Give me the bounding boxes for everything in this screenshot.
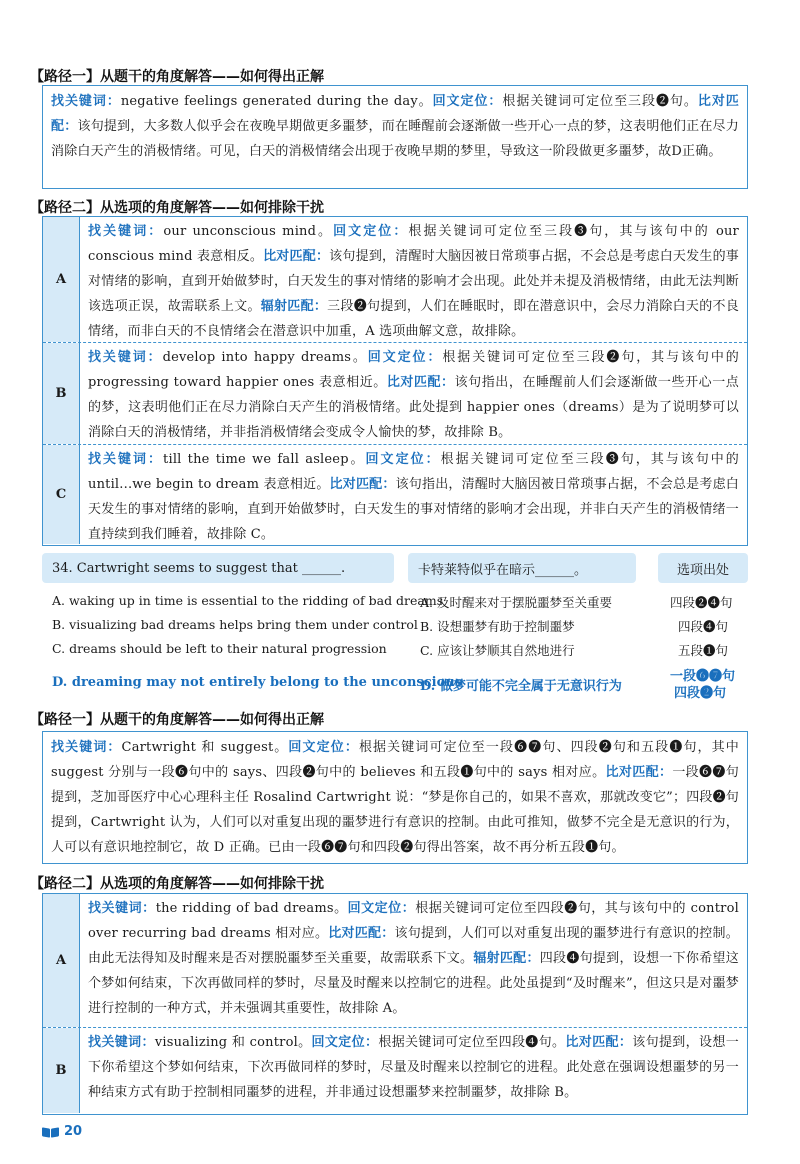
option-row-a <box>43 894 747 1027</box>
section-title-path-one: 【路径一】从题干的角度解答——如何得出正解 <box>30 69 324 85</box>
keyword-text: our unconscious mind。 <box>163 224 334 239</box>
page-footer <box>42 1124 82 1139</box>
path-one-answer-box <box>42 85 748 189</box>
option-d-src: 一段❻❼句 <box>670 669 736 684</box>
option-row-a <box>43 217 747 342</box>
path-two-options-table <box>42 216 748 546</box>
path-two-options-table-q34 <box>42 893 748 1115</box>
keyword-label: 找关键词： <box>88 901 156 916</box>
option-explanation <box>80 1028 747 1113</box>
option-label: A <box>43 217 80 342</box>
match-text: 该句提到，设想一下你希望这个梦如何结束，下次再做同样的梦时，尽量及时醒来以控制它的进程。此处意在强调设想噩梦的另一种结束方式有助于控制相同噩梦的进程，并非通过设想噩梦来控制噩梦，故排除 B。 <box>88 1035 739 1100</box>
section-title-path-one-q34: 【路径一】从题干的角度解答——如何得出正解 <box>30 712 324 728</box>
locate-text: 根据关键词可定位至四段❷句，其与该句中的 control over recurring bad dreams 相对应。 <box>88 901 739 941</box>
locate-text: 根据关键词可定位至三段❷句，其与该句中的 progressing toward happier ones 表意相近。 <box>88 350 739 390</box>
option-row-b <box>43 1027 747 1113</box>
locate-label: 回文定位： <box>365 452 441 467</box>
option-a-en: A. waking up in time is essential to the ridding of bad dreams <box>52 593 444 608</box>
option-label: C <box>43 445 80 544</box>
locate-label: 回文定位： <box>333 224 409 239</box>
locate-label: 回文定位： <box>347 901 416 916</box>
question-stem-chinese: 卡特莱特似乎在暗示______。 <box>408 553 636 583</box>
locate-text: 根据关键词可定位至三段❸句，其与该句中的 until...we begin to dream 表意相近。 <box>88 452 739 492</box>
option-explanation <box>80 217 747 342</box>
match-label: 比对匹配： <box>328 926 395 941</box>
match-text: 一段❻❼句提到，芝加哥医疗中心心理科主任 Rosalind Cartwright 说：“梦是你自己的，如果不喜欢，那就改变它”；四段❷句提到，Cartwright 认为，人们可以对重复出现的噩梦进行有意识的控制。由此可推知，做梦不完全是无意识的行为，人可以有意识地控制它，故 D 正确。已由一段❻❼句和四段❷句得出答案，故不再分析五段❶句。 <box>51 765 739 855</box>
match-label: 比对匹配： <box>263 249 330 264</box>
locate-text: 根据关键词可定位至一段❻❼句、四段❷句和五段❶句，其中 suggest 分别与一段❻句中的 says、四段❷句中的 believes 和五段❶句中的 says 相对应。 <box>51 740 739 780</box>
option-row-c <box>43 444 747 544</box>
option-d-src-2: 四段❷句 <box>674 686 727 701</box>
option-a-src: 四段❷❹句 <box>670 595 733 610</box>
section-title-path-two-q34: 【路径二】从选项的角度解答——如何排除干扰 <box>30 876 324 892</box>
keyword-label: 找关键词： <box>88 350 163 365</box>
option-d-cn: D. 做梦可能不完全属于无意识行为 <box>420 679 622 694</box>
match-label: 比对匹配： <box>565 1035 633 1050</box>
match-text: 该句提到，人们可以对重复出现的噩梦进行有意识的控制。由此无法得知及时醒来是否对摆脱噩梦至关重要，故需联系下文。 <box>88 926 739 966</box>
match-text: 该句指出，在睡醒前人们会逐渐做一些开心一点的梦，这表明他们正在尽力消除白天产生的消极情绪。此处提到 happier ones（dreams）是为了说明梦可以消除白天的消极情绪，并非指消极情绪会变成令人愉快的梦，故排除 B。 <box>88 375 739 440</box>
source-header: 选项出处 <box>658 553 748 583</box>
path-one-answer-box-q34 <box>42 731 748 864</box>
locate-text: 根据关键词可定位至四段❹句。 <box>378 1035 566 1050</box>
option-d-en: D. dreaming may not entirely belong to the unconscious <box>52 675 463 690</box>
keyword-text: develop into happy dreams。 <box>162 350 368 365</box>
radiate-label: 辐射匹配： <box>260 299 328 314</box>
option-a-cn: A. 及时醒来对于摆脱噩梦至关重要 <box>420 595 612 610</box>
option-explanation <box>80 343 747 444</box>
radiate-text: 三段❷句提到，人们在睡眠时，即在潜意识中，会尽力消除白天的不良情绪，而非白天的不良情绪会在潜意识中加重，A 选项曲解文意，故排除。 <box>88 299 739 339</box>
option-c-cn: C. 应该让梦顺其自然地进行 <box>420 643 575 658</box>
option-label: A <box>43 894 80 1027</box>
locate-label: 回文定位： <box>367 350 443 365</box>
option-label: B <box>43 343 80 444</box>
radiate-label: 辐射匹配： <box>473 951 540 966</box>
match-text: 该句提到，大多数人似乎会在夜晚早期做更多噩梦，而在睡醒前会逐渐做一些开心一点的梦，这表明他们正在尽力消除白天产生的消极情绪。可见，白天的消极情绪会出现于夜晚早期的梦里，导致这一阶段做更多噩梦，故D正确。 <box>51 119 739 159</box>
keyword-text: the ridding of bad dreams。 <box>155 901 348 916</box>
question-stem-english: 34. Cartwright seems to suggest that ______. <box>42 553 394 583</box>
option-b-src: 四段❹句 <box>678 619 729 634</box>
keyword-label: 找关键词： <box>88 452 164 467</box>
page-number: 20 <box>64 1124 83 1139</box>
keyword-text: till the time we fall asleep。 <box>163 452 366 467</box>
match-text: 该句指出，清醒时大脑因被日常琐事占据，不会总是考虑白天发生的事对情绪的影响，直到开始做梦时，白天发生的事对情绪的影响才会出现，并非白天产生的消极情绪一直持续到我们睡着，故排除 C。 <box>88 477 739 542</box>
match-text: 该句提到，清醒时大脑因被日常琐事占据，不会总是考虑白天发生的事对情绪的影响，直到开始做梦时，白天发生的事对情绪的影响才会出现。此处并未提及消极情绪，由此无法判断该选项正误，故需联系上文。 <box>88 249 739 314</box>
option-b-en: B. visualizing bad dreams helps bring them under control <box>52 617 418 632</box>
keyword-label: 找关键词： <box>51 94 121 109</box>
match-label: 比对匹配： <box>605 765 673 780</box>
option-b-cn: B. 设想噩梦有助于控制噩梦 <box>420 619 575 634</box>
option-explanation <box>80 445 747 544</box>
locate-label: 回文定位： <box>432 94 503 109</box>
keyword-label: 找关键词： <box>88 1035 155 1050</box>
option-c-src: 五段❶句 <box>678 643 729 658</box>
option-row-b <box>43 342 747 444</box>
keyword-text: visualizing 和 control。 <box>154 1035 312 1050</box>
radiate-text: 四段❹句提到，设想一下你希望这个梦如何结束，下次再做同样的梦时，尽量及时醒来以控制它的进程。此处虽提到“及时醒来”，但这只是对噩梦进行控制的一种方式，并未强调其重要性，故排除 A。 <box>88 951 739 1016</box>
option-c-en: C. dreams should be left to their natural progression <box>52 641 387 656</box>
keyword-label: 找关键词： <box>88 224 164 239</box>
locate-label: 回文定位： <box>288 740 359 755</box>
match-label: 比对匹配： <box>386 375 455 390</box>
match-label: 比对匹配： <box>51 94 739 134</box>
match-label: 比对匹配： <box>329 477 396 492</box>
path-one-paragraph <box>43 86 747 166</box>
question-34 <box>42 553 748 699</box>
path-one-paragraph <box>43 732 747 862</box>
locate-text: 根据关键词可定位至三段❸句，其与该句中的 our conscious mind 表意相反。 <box>88 224 739 264</box>
keyword-text: negative feelings generated during the day。 <box>120 94 433 109</box>
keyword-text: Cartwright 和 suggest。 <box>121 740 289 755</box>
book-icon <box>42 1126 60 1138</box>
option-label: B <box>43 1028 80 1113</box>
keyword-label: 找关键词： <box>51 740 122 755</box>
locate-label: 回文定位： <box>311 1035 379 1050</box>
option-explanation <box>80 894 747 1027</box>
locate-text: 根据关键词可定位至三段❷句。 <box>502 94 698 109</box>
section-title-path-two: 【路径二】从选项的角度解答——如何排除干扰 <box>30 200 324 216</box>
